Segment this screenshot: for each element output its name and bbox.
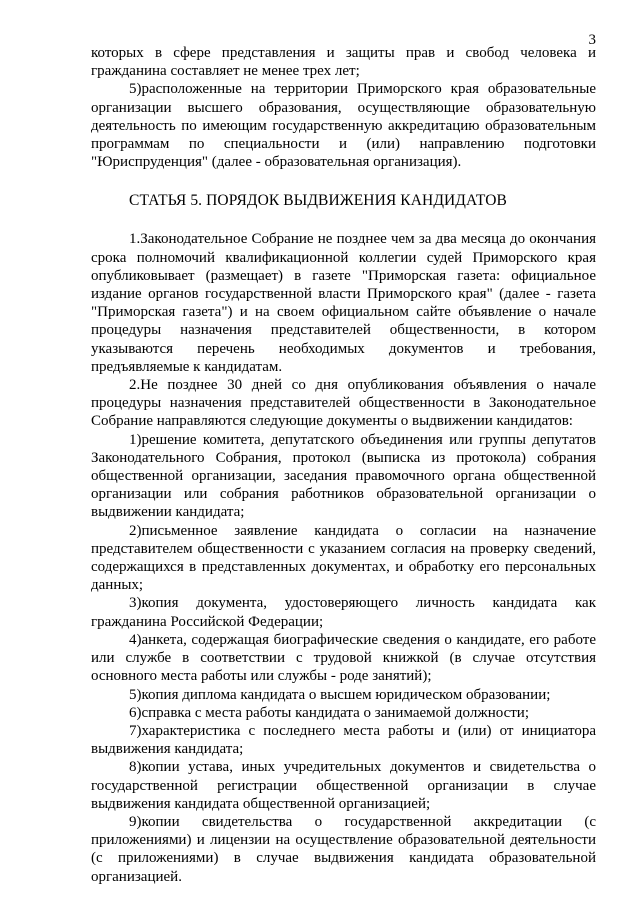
paragraph-doc-item-3: 3)копия документа, удостоверяющего личность кандидата как гражданина Российской Федерации; [91,595,596,630]
paragraph-clause-1: 1.Законодательное Собрание не позднее чем за два месяца до окончания срока полномочий квалификационной коллегии судей Приморского края опубликовывает (размещает) в газете "Приморская газета: официальное издание органов государственной власти Приморского края" (далее - газета "Приморская газета") и на своем официальном сайте объявление о начале процедуры назначения представителей общественности, в котором указываются перечень необходимых документов и требования, предъявляемые к кандидатам. [91,231,596,375]
paragraph-doc-item-8: 8)копии устава, иных учредительных документов и свидетельства о государственной регистрации общественной организации в случае выдвижения кандидата общественной организацией; [91,759,596,812]
paragraph-doc-item-9: 9)копии свидетельства о государственной аккредитации (с приложениями) и лицензии на осуществление образовательной деятельности (с приложениями) в случае выдвижения кандидата образовательной организацией. [91,813,596,885]
paragraph-doc-item-2: 2)письменное заявление кандидата о согласии на назначение представителем общественности с указанием согласия на проверку сведений, содержащихся в представленных документах, и обработку его персональных данных; [91,522,596,594]
paragraph-clause-2: 2.Не позднее 30 дней со дня опубликования объявления о начале процедуры назначения представителей общественности в Законодательное Собрание направляются следующие документы о выдвижении кандидатов: [91,377,596,430]
paragraph-doc-item-7: 7)характеристика с последнего места работы и (или) от инициатора выдвижения кандидата; [91,722,596,758]
paragraph-item-5: 5)расположенные на территории Приморского края образовательные организации высшего образования, осуществляющие образовательную деятельность по имеющим государственную аккредитацию образовательным программам по специальности и (или) направлению подготовки "Юриспруденция" (далее - образовательная организация). [91,81,596,171]
paragraph-continuation: которых в сфере представления и защиты прав и свобод человека и гражданина составляет не менее трех лет; [91,45,596,80]
paragraph-doc-item-1: 1)решение комитета, депутатского объединения или группы депутатов Законодательного Собрания, протокол (выписка из протокола) собрания общественной организации, заседания правомочного органа общественной организации или собрания работников образовательной организации о выдвижении кандидата; [91,431,596,521]
page-number: 3 [588,32,596,48]
paragraph-doc-item-5: 5)копия диплома кандидата о высшем юридическом образовании; [129,686,551,703]
paragraph-doc-item-6: 6)справка с места работы кандидата о занимаемой должности; [129,704,530,721]
document-body [91,44,596,886]
paragraph-doc-item-4: 4)анкета, содержащая биографические сведения о кандидате, его работе или службе в соответствии с трудовой книжкой (в случае отсутствия основного места работы или службы - роде занятий); [91,631,596,685]
article-title: СТАТЬЯ 5. ПОРЯДОК ВЫДВИЖЕНИЯ КАНДИДАТОВ [129,192,507,210]
